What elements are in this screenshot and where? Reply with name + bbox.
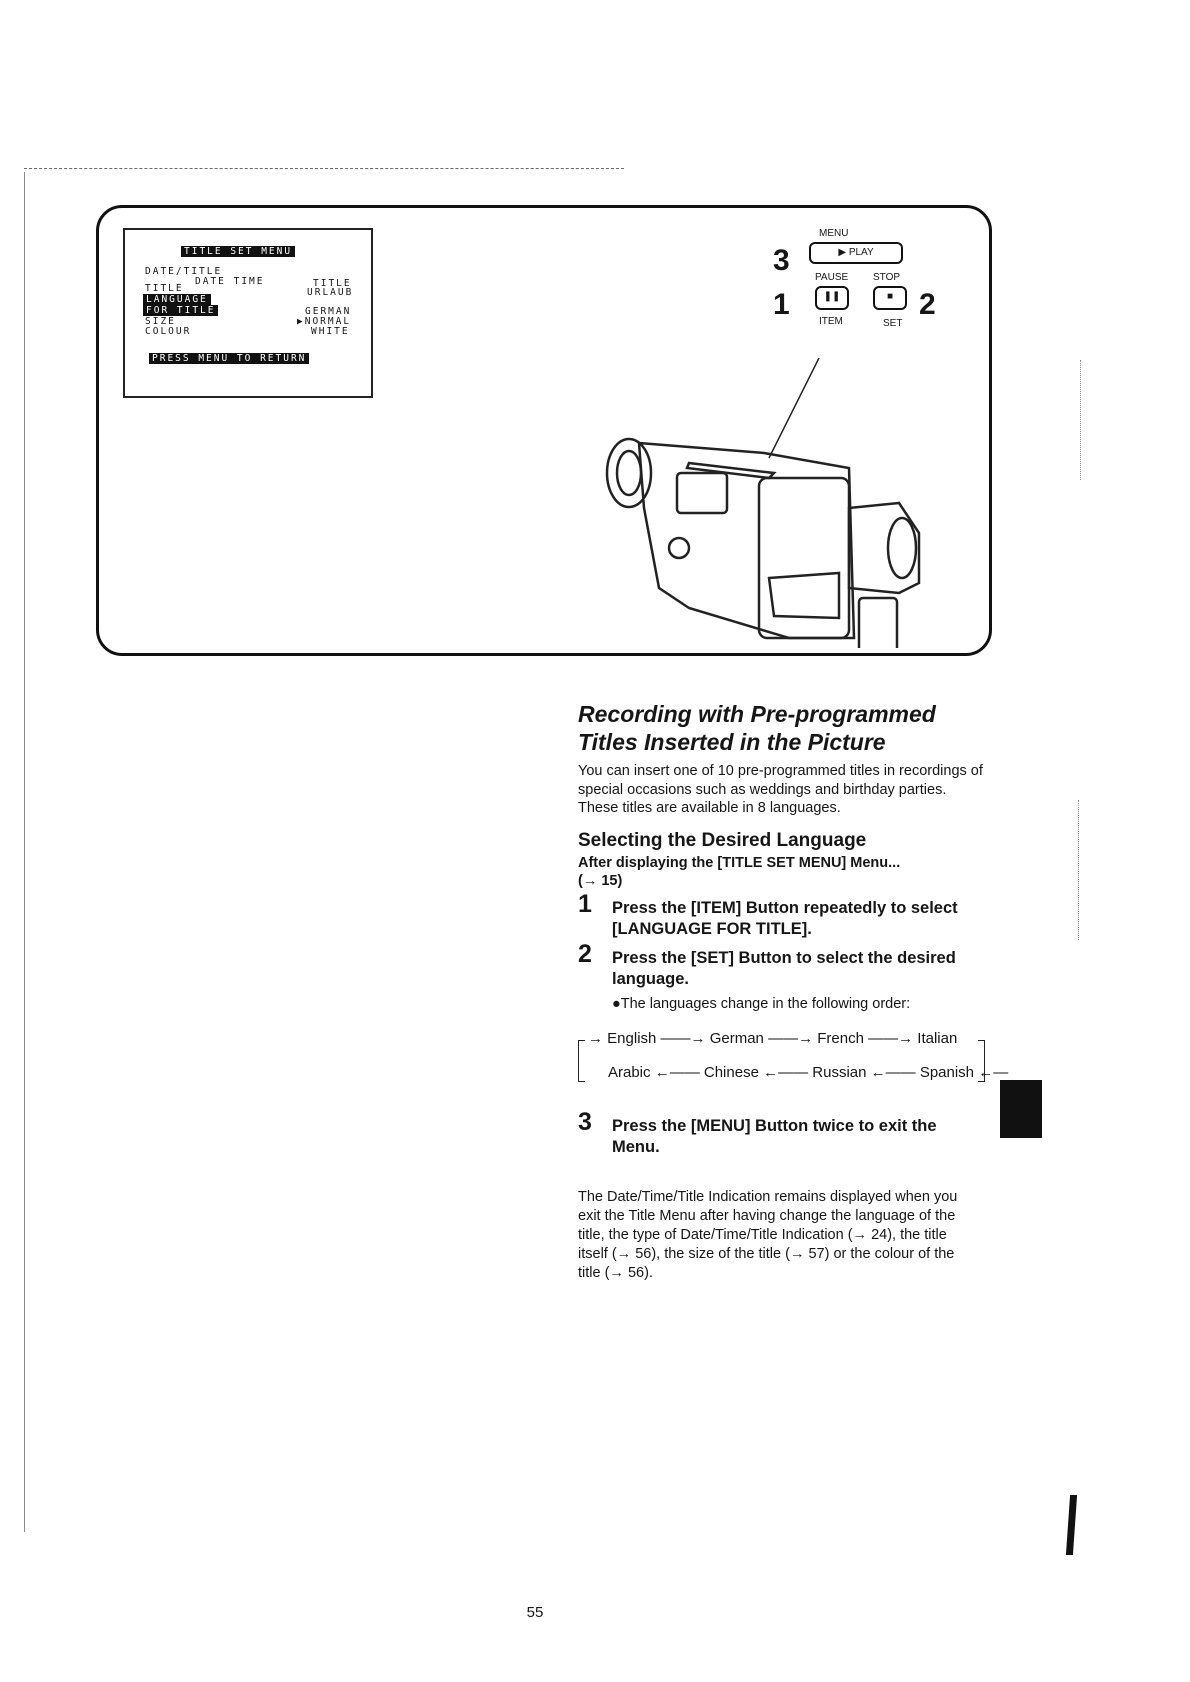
callout-1: 1 <box>773 288 790 321</box>
stop-label: STOP <box>873 272 901 283</box>
set-label: SET <box>883 318 903 329</box>
pause-item-button <box>815 286 849 310</box>
language-italian: Italian <box>917 1029 958 1047</box>
scan-speck <box>1078 800 1079 940</box>
subheading: Selecting the Desired Language <box>578 829 867 851</box>
illustration-panel <box>96 205 992 656</box>
play-label: PLAY <box>848 247 874 258</box>
step-text: Press the [ITEM] Button repeatedly to select [LANGUAGE FOR TITLE]. <box>612 898 958 938</box>
osd-colour-label: COLOUR <box>145 326 192 337</box>
osd-title-value-1: TITLE <box>313 278 352 289</box>
arrow-left-icon: ←—— <box>870 1063 916 1081</box>
osd-colour-value: WHITE <box>311 326 350 337</box>
stop-set-button <box>873 286 907 310</box>
osd-title: TITLE SET MENU <box>181 246 295 257</box>
leader-line <box>769 358 819 458</box>
cycle-row-1 <box>588 1030 957 1047</box>
arrow-right-icon: ——→ <box>768 1029 814 1047</box>
note-paragraph: The Date/Time/Title Indication remains displayed when you exit the Title Menu after having change the language of the title, the type of Date/Time/Title Indication (→ 24), the title itself (→ 56), the size of the title (→ 57) or the colour of the title (→ 56). <box>578 1188 958 1281</box>
arrow-right-icon: ——→ <box>868 1029 914 1047</box>
item-label: ITEM <box>819 316 843 327</box>
step-2 <box>578 939 988 990</box>
callout-3: 3 <box>773 244 790 277</box>
scan-edge-mark <box>1066 1495 1077 1555</box>
osd-date-title-label: DATE/TITLE <box>145 266 223 277</box>
menu-label: MENU <box>819 228 849 239</box>
arrow-left-icon: ←—— <box>654 1063 700 1081</box>
step-1 <box>578 889 988 940</box>
language-russian: Russian <box>812 1063 867 1081</box>
arrow-left-icon: ←— <box>978 1063 1009 1081</box>
osd-language-label: LANGUAGE <box>143 294 211 305</box>
title-set-menu-screen <box>123 228 373 398</box>
osd-footer: PRESS MENU TO RETURN <box>149 353 309 364</box>
step-text: Press the [SET] Button to select the desired language. <box>612 948 956 988</box>
section-heading-line-2: Titles Inserted in the Picture <box>578 729 886 755</box>
chapter-tab-marker <box>1000 1080 1042 1138</box>
step-number: 1 <box>578 889 592 918</box>
callout-2: 2 <box>919 288 936 321</box>
osd-cursor-icon: ▶ <box>297 316 305 327</box>
camcorder-icon <box>607 439 919 648</box>
arrow-right-icon: → <box>588 1029 603 1047</box>
pause-icon: ❚❚ <box>823 291 841 302</box>
button-callout-diagram <box>759 228 939 338</box>
osd-language-value: GERMAN <box>305 306 352 317</box>
osd-title-label: TITLE <box>145 283 184 294</box>
osd-date-time-value: DATE TIME <box>195 276 265 287</box>
arrow-left-icon: ←—— <box>763 1063 809 1081</box>
scan-speck <box>1080 360 1081 480</box>
step-text: Press the [MENU] Button twice to exit the Menu. <box>612 1116 937 1156</box>
osd-for-title-label: FOR TITLE <box>143 305 218 316</box>
step-number: 3 <box>578 1107 592 1136</box>
play-button <box>809 242 903 264</box>
language-french: French <box>817 1029 864 1047</box>
language-chinese: Chinese <box>703 1063 759 1081</box>
binding-edge-line <box>24 172 25 1532</box>
language-cycle-diagram <box>578 1029 1009 1108</box>
language-spanish: Spanish <box>919 1063 975 1081</box>
intro-paragraph: You can insert one of 10 pre-programmed titles in recordings of special occasions such as weddings and birthday parties. These titles are available in 8 languages. <box>578 763 983 816</box>
precondition-ref: (→ 15) <box>578 872 623 889</box>
osd-title-value-2: URLAUB <box>307 287 354 298</box>
section-heading <box>578 700 988 756</box>
precondition-text <box>578 854 988 890</box>
scan-rule <box>24 168 624 169</box>
step-3 <box>578 1107 988 1158</box>
precondition-label: After displaying the [TITLE SET MENU] Menu... <box>578 854 901 871</box>
cycle-bracket-left <box>578 1040 585 1082</box>
language-arabic: Arabic <box>608 1063 651 1081</box>
cycle-row-2 <box>608 1064 1008 1081</box>
step-number: 2 <box>578 939 592 968</box>
pause-label: PAUSE <box>815 272 849 283</box>
arrow-right-icon: ——→ <box>660 1029 706 1047</box>
section-heading-line-1: Recording with Pre-programmed <box>578 701 936 727</box>
page-number: 55 <box>526 1604 544 1621</box>
play-icon: ▶ <box>838 247 847 258</box>
language-english: English <box>607 1029 657 1047</box>
language-german: German <box>709 1029 764 1047</box>
bullet-note: ●The languages change in the following order: <box>612 995 911 1012</box>
osd-size-label: SIZE <box>145 316 176 327</box>
camcorder-illustration <box>599 358 929 648</box>
osd-size-value: NORMAL <box>304 316 352 327</box>
content-column <box>578 700 1009 1283</box>
stop-icon: ■ <box>886 291 894 302</box>
